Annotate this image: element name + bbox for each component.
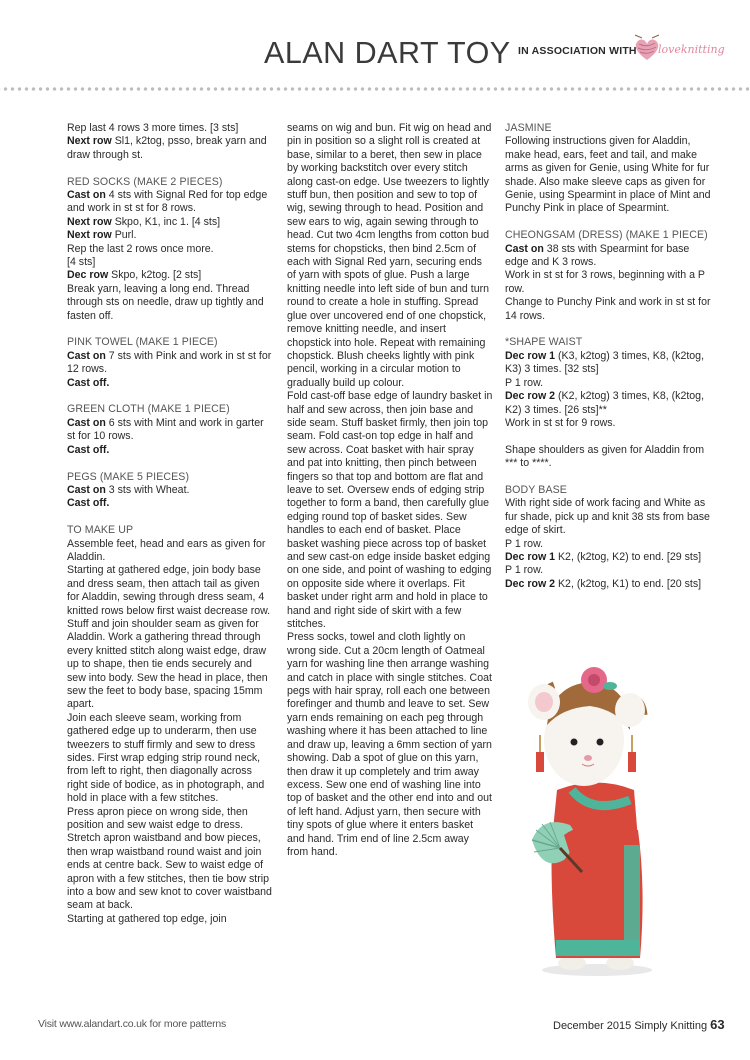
instruction-label: Cast off. [67,443,110,456]
instruction-text: 7 sts with Pink and work in st st for 12 rows. [67,349,272,376]
instruction-label: Dec row 2 [505,577,556,590]
section-heading: CHEONGSAM (DRESS) (MAKE 1 PIECE) [505,229,708,242]
section-heading: JASMINE [505,122,552,134]
pattern-line [67,417,273,444]
instruction-label: Dec row 1 [505,550,556,563]
instruction-text: Work in st st for 3 rows, beginning with a P row. [505,269,705,295]
instruction-text: [4 sts] [67,256,96,269]
footer-website[interactable]: Visit www.alandart.co.uk for more patterns [38,1018,227,1030]
instruction-text: (K3, k2tog) 3 times, K8, (k2tog, K3) 3 times. [32 sts] [505,349,705,376]
instruction-label: Cast on [505,242,544,255]
pattern-line [67,497,273,510]
association-label: IN ASSOCIATION WITH [518,45,637,57]
instruction-text: P 1 row. [505,564,544,577]
instruction-text: Rep last 4 rows 3 more times. [3 sts] [67,122,239,134]
pattern-line [67,913,273,926]
section-heading: PINK TOWEL (MAKE 1 PIECE) [67,336,218,349]
instruction-label: Next row [67,135,112,148]
pattern-line [67,564,273,711]
dotted-divider [0,86,750,92]
pattern-line [67,135,273,162]
instruction-text: Sl1, k2tog, psso, break yarn and draw through st. [67,135,267,161]
instruction-label: Dec row [67,269,109,282]
pattern-line [67,806,273,913]
column-2 [287,122,493,859]
pattern-line [505,551,713,564]
instruction-label: Cast off. [67,376,110,389]
instruction-text: Rep the last 2 rows once more. [67,242,214,255]
instruction-label: Cast on [67,349,106,362]
instruction-label: Cast on [67,189,106,202]
pattern-line [67,229,273,242]
instruction-text: Work in st st for 9 rows. [505,416,616,429]
instruction-text: P 1 row. [505,376,544,389]
issue-label: December 2015 Simply Knitting [553,1020,708,1032]
instruction-text: Assemble feet, head and ears as given for Aladdin. [67,537,266,563]
instruction-text: Break yarn, leaving a long end. Thread through sts on needle, draw up tightly and fasten off. [67,282,264,322]
instruction-text: K2, (k2tog, K2) to end. [29 sts] [555,550,702,563]
making-up-paragraph: seams on wig and bun. Fit wig on head and pin in position so a slight roll is created at base, similar to a beret, then sew in place by working backstitch over every stitch along cast-on edge. Use tweezers to lightly stuff bun, then position and sew to top of wig, sewing through to head. Position and sew ears to wig, again sewing through to head. Cut two 4cm lengths from cotton bud stems for chopsticks, then bind 2.5cm of each with Signal Red yarn, securing ends of yarn with spots of glue. Push a large knitting needle into left side of bun and turn round to create a hole in stuffing. Spread glue over uncovered end of one chopstick, remove knitting needle, and insert chopstick into hole. Repeat with remaining chopstick. Blush cheeks lightly with pink pencil, working in a circular motion to gradually build up colour. [287,122,492,389]
instruction-label: Next row [67,229,112,242]
section-heading: *SHAPE WAIST [505,336,583,349]
instruction-label: Dec row 1 [505,349,556,362]
jasmine-intro: Following instructions given for Aladdin, make head, ears, feet and tail, and make arms as given for Genie, using White for fur shade. Also make sleeve caps as given for Genie, using Spearmint in place of Mint and Punchy Pink in place of Spearmint. [505,135,711,215]
pattern-line [67,712,273,806]
pattern-line [505,243,713,270]
instruction-text: P 1 row. [505,537,544,550]
making-up-paragraph: Fold cast-off base edge of laundry basket in half and sew across, then join base and side seam. Stuff basket firmly, then join top seam. Fold cast-on top edge in half and sew across. Coat basket with hair spray and pat into knitting, then pinch between fingers so that top and bottom are flat and leave to set. Oversew ends of edging strip together to form a band, then carefully glue edging round top of basket sides. Sew handles to each end of basket. Place basket washing piece across top of basket and sew cast-on edge inside basket edging on one side, and point of washing to edging on opposite side where it overlaps. Fit basket under right arm and hold in place to hand and right side of skirt with a few stitches. [287,390,493,631]
instruction-text: Starting at gathered top edge, join [67,912,227,925]
instruction-label: Cast on [67,483,106,496]
pattern-line [505,390,713,417]
pattern-line [505,296,713,323]
shoulders-note: Shape shoulders as given for Aladdin from *** to ****. [505,443,705,470]
instruction-text: Press apron piece on wrong side, then position and sew waist edge to dress. Stretch apron waistband and bow pieces, then wrap waistband round waist and join ends at centre back. Sew to waist edge of apron with a few stitches, then tie bow strip into a bow and sew knot to cover waistband seam at back. [67,805,272,912]
footer-issue [553,1017,725,1032]
page-title: ALAN DART TOY [264,36,511,70]
pattern-line [67,444,273,457]
pattern-line [67,189,273,216]
pattern-line [505,538,713,551]
instruction-label: Dec row 2 [505,390,556,403]
making-up-paragraph: Press socks, towel and cloth lightly on wrong side. Cut a 20cm length of Oatmeal yarn for washing line then arrange washing and catch in place with single stitches. Coat pegs with hair spray, roll each one between forefinger and thumb and leave to set. Sew yarn ends remaining on each peg through washing where it has been attached to line and draw up, leaving a 6mm section of yarn showing. Dab a spot of glue on this yarn, then draw it up completely and trim away excess. Sew one end of washing line into top of basket and the other end into and out of left hand. Adjust yarn, then secure with tiny spots of glue where it enters basket and hand. Trim end of line 2.5cm away from hand. [287,631,492,858]
instruction-text: With right side of work facing and White as fur shade, pick up and knit 38 sts from base edge of skirt. [505,497,710,537]
instruction-text: Starting at gathered edge, join body base and dress seam, then attach tail as given for Aladdin, sewing through dress seam, 4 knitted rows below first waist decrease row. Stuff and join shoulder seam as given for Aladdin. Work a gathering thread through every knitted stitch along waist edge, draw up to shape, then tie ends securely and sew into body. Sew the head in place, then sew the feet to body base, spacing 15mm apart. [67,564,271,711]
pattern-line [505,377,713,390]
section-heading: RED SOCKS (MAKE 2 PIECES) [67,175,223,188]
section-heading: PEGS (MAKE 5 PIECES) [67,470,190,483]
pattern-line [67,269,273,282]
jasmine-mouse-photo [512,640,672,980]
instruction-text: Skpo, k2tog. [2 sts] [108,269,202,282]
pattern-line [505,417,713,430]
pattern-line [67,283,273,323]
pattern-line [67,484,273,497]
instruction-label: Next row [67,215,112,228]
instruction-text: Change to Punchy Pink and work in st st for 14 rows. [505,296,711,322]
pattern-line [67,243,273,256]
instruction-text: Skpo, K1, inc 1. [4 sts] [111,215,221,228]
pattern-line [505,269,713,296]
pattern-line [67,377,273,390]
pattern-line [505,497,713,537]
pattern-line [505,350,713,377]
column-3 [505,122,713,591]
pattern-line [67,256,273,269]
instruction-text: 38 sts with Spearmint for base edge and K 3 rows. [505,242,690,269]
instruction-text: 4 sts with Signal Red for top edge and work in st st for 8 rows. [67,189,268,215]
column-1 [67,122,273,926]
pattern-line [67,216,273,229]
instruction-label: Cast on [67,416,106,429]
instruction-text: K2, (k2tog, K1) to end. [20 sts] [555,577,702,590]
loveknitting-logo[interactable] [632,34,732,64]
pattern-line [67,538,273,565]
instruction-text: Join each sleeve seam, working from gathered edge up to underarm, then use tweezers to stuff firmly and sew to dress sides. First wrap edging strip round neck, from left to right, then diagonally across right side of bodice, as in photograph, and hold in place with a few stitches. [67,711,265,805]
pattern-line [67,350,273,377]
instruction-text: Purl. [111,229,137,242]
page-number: 63 [710,1017,725,1032]
section-heading: TO MAKE UP [67,524,134,537]
pattern-line [67,122,273,135]
instruction-label: Cast off. [67,497,110,510]
instruction-text: 6 sts with Mint and work in garter st for 10 rows. [67,416,264,443]
instruction-text: (K2, k2tog) 3 times, K8, (k2tog, K2) 3 times. [26 sts]** [505,390,705,416]
instruction-text: 3 sts with Wheat. [105,483,190,496]
section-heading: BODY BASE [505,483,567,496]
section-heading: GREEN CLOTH (MAKE 1 PIECE) [67,403,230,416]
logo-text: loveknitting [658,43,725,56]
pattern-line [505,564,713,577]
pattern-line [505,578,713,591]
